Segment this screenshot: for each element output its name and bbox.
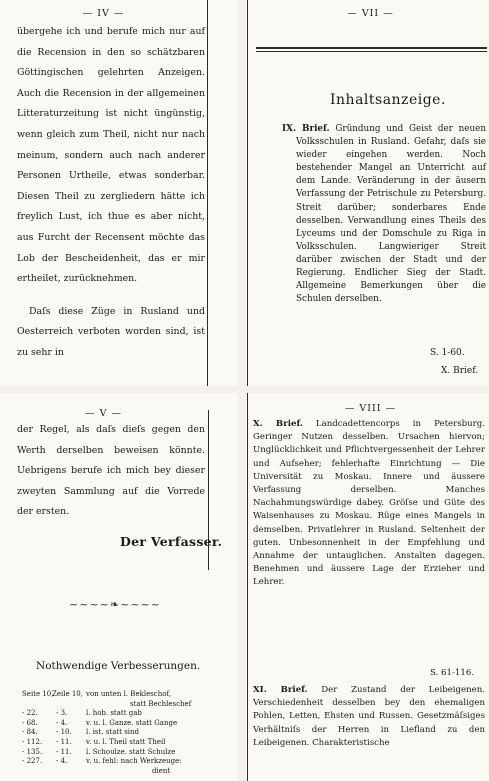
toc-entry-x xyxy=(253,418,485,590)
toc-text-x: Landcadettencorps in Petersburg. Geringer Nutzen desselben. Ursachen hiervon; Unglücklichkeit und Pflichtvergessenheit der Lehrer und Aufseher; fehlerhafte Einrichtung — Die Universität zu Moskau. Innere und äussere Verfassung derselben. Manches Nachahmungswürdige dabey. Gröſse und Güte des Waisenhauses zu Moskau. Rüge eines Mangels in demselben. Privatlehrer in Rusland. Seltenheit der guten. Unbesonnenheit in der Empfehlung und Annahme der untauglichen. Anstalten dagegen. Benehmen und äussere Lage der Erzieher und Lehrer. xyxy=(253,419,486,588)
toc-entry-ix xyxy=(282,123,487,306)
errata-row xyxy=(22,748,237,758)
errata-page: - 227. xyxy=(22,757,43,766)
errata-title: Nothwendige Verbesserungen. xyxy=(36,660,201,672)
page-header-v: — V — xyxy=(85,408,122,419)
toc-pages-x: S. 61-116. xyxy=(430,668,475,678)
errata-correction: von unten l. Bekleschof, xyxy=(86,690,172,698)
errata-row xyxy=(22,757,237,767)
page-header-viii: — VIII — xyxy=(344,403,397,414)
errata-correction: v. u. l. Theil statt Theil xyxy=(86,737,166,746)
errata-page: - 112. xyxy=(22,737,43,746)
errata-page: - 135. xyxy=(22,747,43,756)
errata-row xyxy=(22,719,237,729)
errata-row xyxy=(22,738,237,748)
errata-page: - 84. xyxy=(22,728,38,737)
double-rule-top xyxy=(256,47,487,49)
errata-line: - 11. xyxy=(56,737,72,746)
signature: Der Verfasser. xyxy=(120,534,223,549)
errata-correction: v. u. l. Ganze. statt Gange xyxy=(86,718,178,727)
errata-page: - 22. xyxy=(22,709,38,718)
errata-line: - 4. xyxy=(56,757,68,766)
page-iv-paragraph-1: übergehe ich und berufe mich nur auf die Recension in den so schätzbaren Göttingischen gelehrten Anzeigen. Auch die Recension in der allgemeinen Litteraturzeitung ist nicht üngünstig, wenn gleich zum Theil, nicht nur nach meinum, sondern auch nach anderer Personen Urtheile, etwas sonderbar. Diesen Theil zu zergliedern hätte ich freylich Lust, ich thue es aber nicht, aus Furcht der Recensent möchte das Lob der Bescheidenheit, das er mir ertheilet, zurücknehmen. xyxy=(17,26,205,285)
errata-row xyxy=(22,728,237,738)
errata-row xyxy=(22,690,237,700)
ornament-divider: ~~~~❧~~~~ xyxy=(69,598,161,611)
errata-row-note xyxy=(22,767,237,777)
toc-next-entry: X. Brief. xyxy=(441,366,479,376)
errata-note: dient xyxy=(152,766,171,775)
errata-line: Zeile 10, xyxy=(52,690,83,698)
errata-page: - 68. xyxy=(22,718,38,727)
errata-correction: l. Schoulze. statt Schulze xyxy=(86,747,176,756)
binding-line-bottom-right xyxy=(247,393,248,781)
errata-page: Seite 10, xyxy=(22,690,54,698)
toc-label-xi: XI. Brief. xyxy=(253,685,308,695)
contents-title: Inhaltsanzeige. xyxy=(330,92,446,108)
toc-entry-xi xyxy=(253,684,485,750)
page-v-text: der Regel, als daſs dieſs gegen den Werth derselben beweisen könnte. Uebrigens berufe ich mich bey dieser zweyten Sammlung auf die Vorrede der ersten. xyxy=(17,424,205,518)
errata-line: - 11. xyxy=(56,747,72,756)
errata-correction: v. u. fehl: nach Werkzeuge: xyxy=(86,757,182,766)
errata-row xyxy=(22,709,237,719)
toc-text-xi: Der Zustand der Leibeigenen. Verschiedenheit desselben bey den ehemaligen Pohlen, Letten, Ehsten und Russen. Gesetzmäſsiges Verhältniſs der Herren in Liefland zu den Leibeigenen. Charakteristische xyxy=(253,685,486,748)
toc-pages-ix: S. 1-60. xyxy=(430,348,465,358)
errata-list xyxy=(22,690,237,776)
page-iv-text xyxy=(17,22,205,364)
page-iv-paragraph-2: Daſs diese Züge in Rusland und Oesterreich verboten worden sind, ist zu sehr in xyxy=(17,305,205,358)
errata-correction: l. hob. statt gab xyxy=(86,709,142,718)
errata-note: statt Bechleschef xyxy=(130,699,192,708)
errata-line: - 10. xyxy=(56,728,72,737)
double-rule-bottom xyxy=(256,51,487,52)
page-header-iv: — IV — xyxy=(82,8,125,19)
errata-line: - 3. xyxy=(56,709,68,718)
page-header-vii: — VII — xyxy=(347,8,394,19)
toc-text-ix: Gründung und Geist der neuen Volksschulen in Rusland. Gefahr, daſs sie wieder eingehen werden. Noch bestehender Mangel an Unterricht auf dem Lande. Veränderung in der äusern Verfassung der Petrischule zu Petersburg. Streit darüber; sonderbares Ende desselben. Verwandlung eines Theils des Lyceums und der Domschule zu Riga in Volksschulen. Langwieriger Streit darüber zwischen der Stadt und der Regierung. Endlicher Sieg der Stadt. Allgemeine Bemerkungen über die Schulen derselben. xyxy=(296,124,487,305)
errata-row-note xyxy=(22,700,237,710)
toc-label-x: X. Brief. xyxy=(253,419,303,429)
toc-label-ix: IX. Brief. xyxy=(282,124,330,134)
errata-line: - 4. xyxy=(56,718,68,727)
binding-line-top-right xyxy=(247,0,248,386)
errata-correction: l. ist. statt sind xyxy=(86,728,140,737)
binding-line-top-left xyxy=(207,0,208,386)
